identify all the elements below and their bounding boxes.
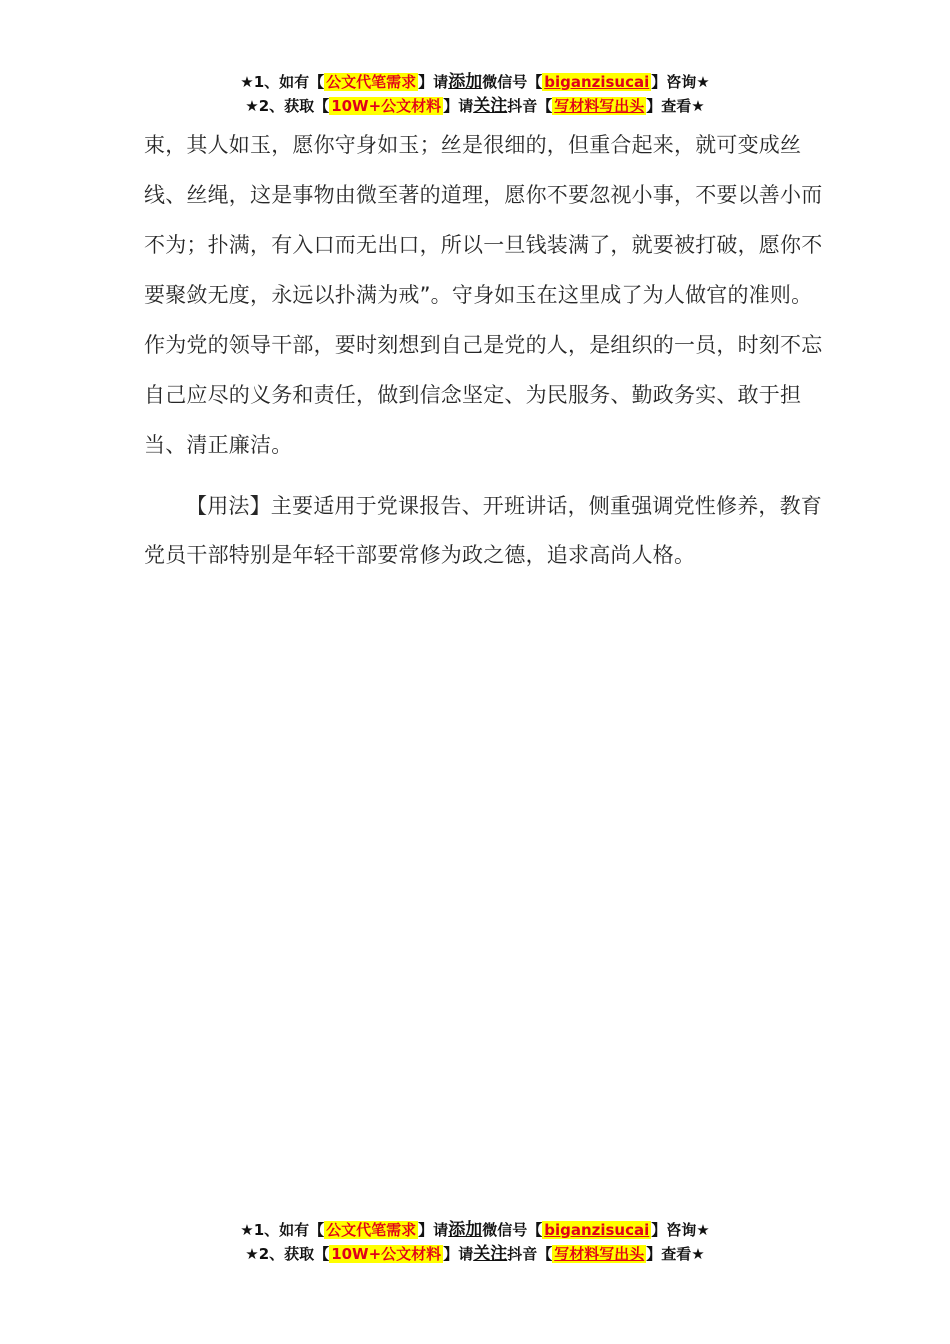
body-paragraph: 束，其人如玉，愿你守身如玉；丝是很细的，但重合起来，就可变成丝线、丝绳，这是事物由微至著的道理，愿你不要忽视小事，不要以善小而不为；扑满，有入口而无出口，所以一旦钱装满了，就要被打破，愿你不要聚敛无度，永远以扑满为戒”。守身如玉在这里成了为人做官的准则。作为党的领导干部，要时刻想到自己是党的人，是组织的一员，时刻不忘自己应尽的义务和责任，做到信念坚定、为民服务、勤政务实、敢于担当、清正廉洁。 (144, 133, 823, 457)
emphasis-follow: 关注 (473, 1244, 508, 1264)
banner-text: 】请 (443, 1245, 474, 1263)
banner-text: 抖音【 (507, 97, 553, 115)
douyin-account-link[interactable]: 写材料写出头 (554, 97, 645, 115)
usage-paragraph: 【用法】主要适用于党课报告、开班讲话，侧重强调党性修养，教育党员干部特别是年轻干部要常修为政之德，追求高尚人格。 (144, 494, 822, 567)
wechat-id-link[interactable]: biganzisucai (544, 1221, 650, 1239)
document-body (144, 120, 824, 580)
douyin-account-link[interactable]: 写材料写出头 (554, 1245, 645, 1263)
banner-line-1 (0, 1218, 950, 1242)
emphasis-follow: 关注 (473, 96, 508, 116)
banner-text: ★2、获取【 (245, 97, 330, 115)
banner-text: 抖音【 (507, 1245, 553, 1263)
banner-text: 】咨询★ (651, 73, 710, 91)
emphasis-add: 添加 (448, 72, 483, 92)
highlight-materials: 10W+公文材料 (331, 1245, 442, 1263)
highlight-service: 公文代笔需求 (326, 1221, 417, 1239)
banner-text: 】请 (418, 73, 449, 91)
banner-text: 】请 (443, 97, 474, 115)
banner-text: 微信号【 (482, 1221, 543, 1239)
banner-line-2 (0, 94, 950, 118)
banner-text: ★1、如有【 (240, 1221, 325, 1239)
banner-text: 】咨询★ (651, 1221, 710, 1239)
banner-text: ★2、获取【 (245, 1245, 330, 1263)
banner-text: 】查看★ (646, 97, 705, 115)
highlight-materials: 10W+公文材料 (331, 97, 442, 115)
banner-line-2 (0, 1242, 950, 1266)
banner-text: 】查看★ (646, 1245, 705, 1263)
wechat-id-link[interactable]: biganzisucai (544, 73, 650, 91)
footer-banner (0, 1218, 950, 1266)
highlight-service: 公文代笔需求 (326, 73, 417, 91)
banner-text: ★1、如有【 (240, 73, 325, 91)
emphasis-add: 添加 (448, 1220, 483, 1240)
header-banner (0, 70, 950, 118)
banner-text: 】请 (418, 1221, 449, 1239)
banner-text: 微信号【 (482, 73, 543, 91)
banner-line-1 (0, 70, 950, 94)
